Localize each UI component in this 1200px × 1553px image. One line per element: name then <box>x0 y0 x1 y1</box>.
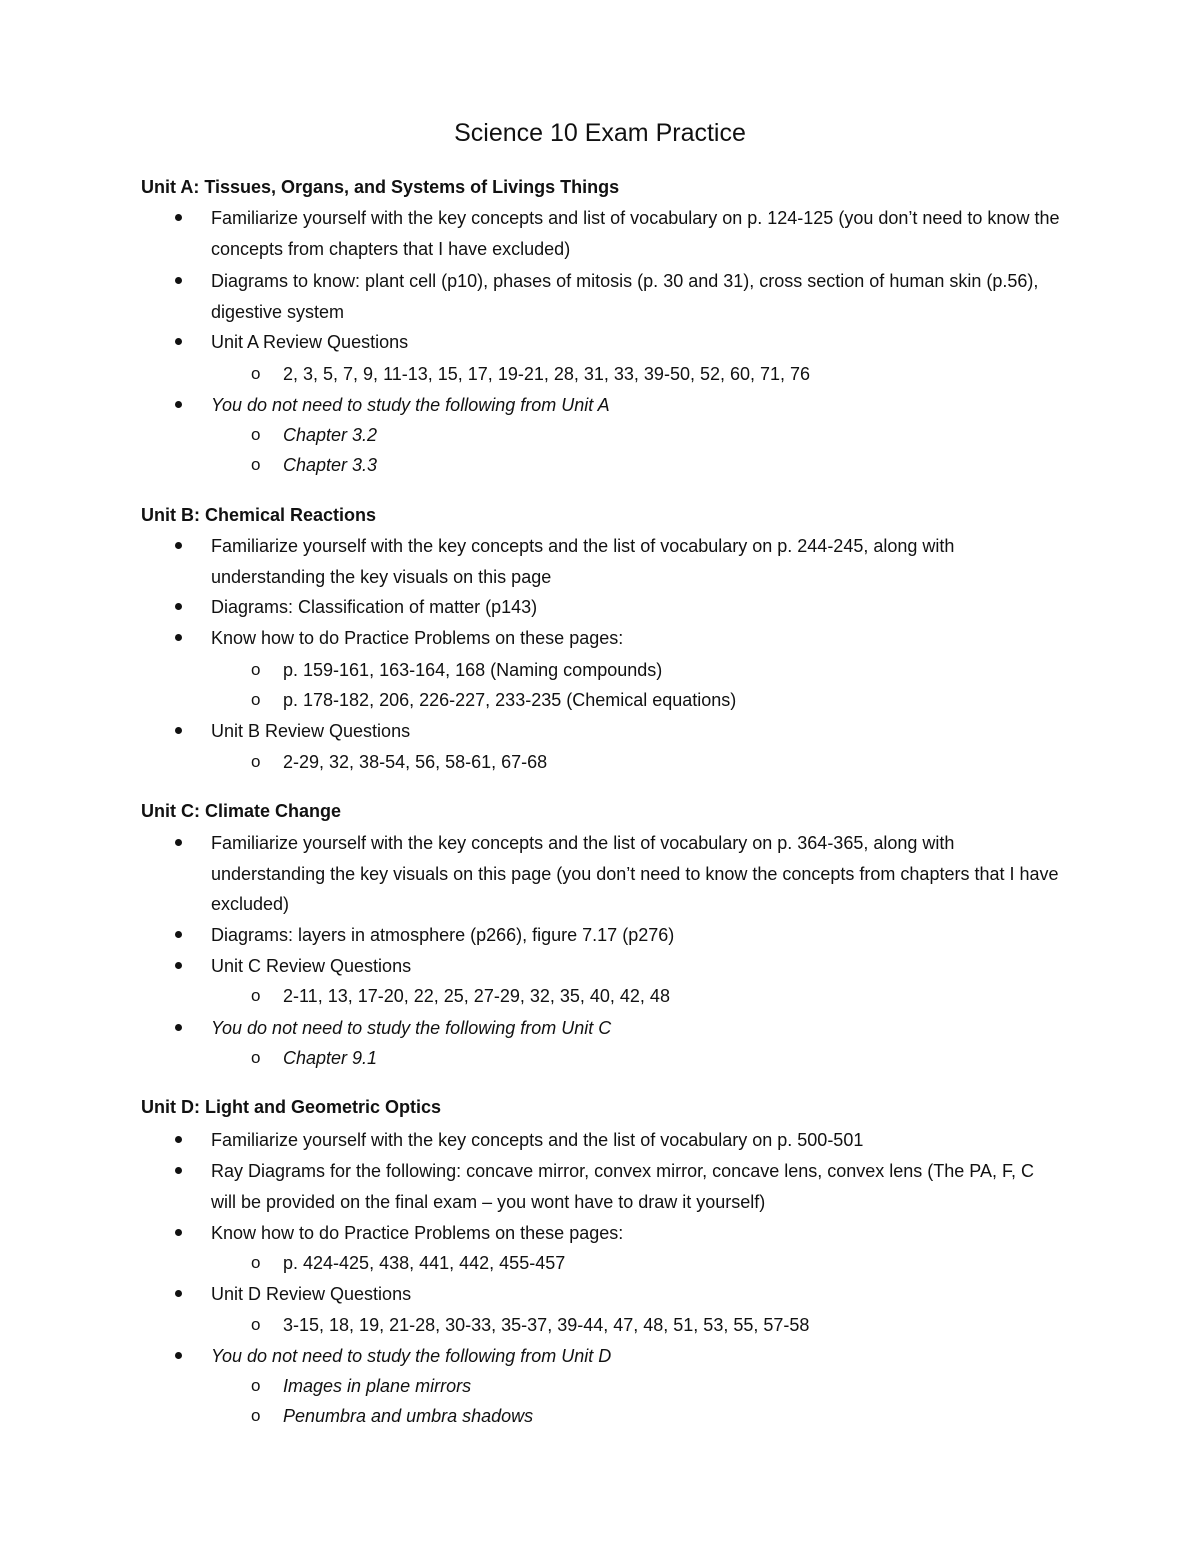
unit-d-bullet-review: Unit D Review Questions <box>211 1284 412 1304</box>
bullet-icon <box>175 277 182 284</box>
bullet-icon <box>175 401 182 408</box>
bullet-icon <box>175 542 182 549</box>
bullet-icon <box>175 1167 182 1174</box>
unit-c-bullet-vocabulary: Familiarize yourself with the key concepts and the list of vocabulary on p. 364-365, along with understanding the key visuals on this page (you don’t need to know the concepts from chapters that I have excluded) <box>211 833 1059 914</box>
bullet-icon <box>175 1352 182 1359</box>
unit-a-bullet-review: Unit A Review Questions <box>211 332 409 352</box>
unit-b-practice-pages: p. 159-161, 163-164, 168 (Naming compounds) <box>283 660 663 680</box>
unit-a-review-questions: 2, 3, 5, 7, 9, 11-13, 15, 17, 19-21, 28, 31, 33, 39-50, 52, 60, 71, 76 <box>283 364 811 384</box>
bullet-icon <box>175 839 182 846</box>
unit-a-heading: Unit A: Tissues, Organs, and Systems of Livings Things <box>141 177 620 197</box>
unit-d-bullet-vocabulary: Familiarize yourself with the key concepts and the list of vocabulary on p. 500-501 <box>211 1130 864 1150</box>
unit-b-practice-pages: p. 178-182, 206, 226-227, 233-235 (Chemical equations) <box>283 690 737 710</box>
sub-bullet-icon: o <box>251 455 261 474</box>
unit-c-review-questions: 2-11, 13, 17-20, 22, 25, 27-29, 32, 35, 40, 42, 48 <box>283 986 670 1006</box>
sub-bullet-icon: o <box>251 1315 261 1334</box>
sub-bullet-icon: o <box>251 660 261 679</box>
bullet-icon <box>175 603 182 610</box>
sub-bullet-icon: o <box>251 1406 261 1425</box>
unit-d-bullet-excluded: You do not need to study the following from Unit D <box>211 1346 612 1366</box>
page-title: Science 10 Exam Practice <box>454 119 746 147</box>
unit-b-heading: Unit B: Chemical Reactions <box>141 505 377 525</box>
bullet-icon <box>175 727 182 734</box>
bullet-icon <box>175 214 182 221</box>
sub-bullet-icon: o <box>251 425 261 444</box>
unit-b-bullet-diagrams: Diagrams: Classification of matter (p143) <box>211 597 538 617</box>
unit-d-bullet-practice: Know how to do Practice Problems on these pages: <box>211 1223 624 1243</box>
unit-b-bullet-vocabulary: Familiarize yourself with the key concepts and the list of vocabulary on p. 244-245, along with understanding the key visuals on this page <box>211 536 955 587</box>
sub-bullet-icon: o <box>251 986 261 1005</box>
sub-bullet-icon: o <box>251 1048 261 1067</box>
sub-bullet-icon: o <box>251 690 261 709</box>
bullet-icon <box>175 1024 182 1031</box>
unit-a-bullet-vocabulary: Familiarize yourself with the key concepts and list of vocabulary on p. 124-125 (you don’t need to know the concepts from chapters that I have excluded) <box>211 208 1060 259</box>
bullet-icon <box>175 962 182 969</box>
sub-bullet-icon: o <box>251 1376 261 1395</box>
sub-bullet-icon: o <box>251 364 261 383</box>
unit-c-bullet-diagrams: Diagrams: layers in atmosphere (p266), figure 7.17 (p276) <box>211 925 675 945</box>
unit-b-bullet-practice: Know how to do Practice Problems on these pages: <box>211 628 624 648</box>
unit-c-bullet-excluded: You do not need to study the following from Unit C <box>211 1018 612 1038</box>
sub-bullet-icon: o <box>251 1253 261 1272</box>
unit-a-bullet-diagrams: Diagrams to know: plant cell (p10), phases of mitosis (p. 30 and 31), cross section of human skin (p.56), digestive system <box>211 271 1039 322</box>
unit-a-bullet-excluded: You do not need to study the following from Unit A <box>211 395 610 415</box>
bullet-icon <box>175 338 182 345</box>
unit-d-bullet-ray-diagrams: Ray Diagrams for the following: concave mirror, convex mirror, concave lens, convex lens (The PA, F, C will be provided on the final exam – you wont have to draw it yourself) <box>211 1161 1034 1212</box>
bullet-icon <box>175 931 182 938</box>
sub-bullet-icon: o <box>251 752 261 771</box>
unit-b-review-questions: 2-29, 32, 38-54, 56, 58-61, 67-68 <box>283 752 548 772</box>
bullet-icon <box>175 1229 182 1236</box>
unit-d-excluded-item: Images in plane mirrors <box>283 1376 472 1396</box>
unit-b-bullet-review: Unit B Review Questions <box>211 721 411 741</box>
bullet-icon <box>175 634 182 641</box>
unit-c-bullet-review: Unit C Review Questions <box>211 956 412 976</box>
unit-a-excluded-item: Chapter 3.2 <box>283 425 378 445</box>
unit-d-review-questions: 3-15, 18, 19, 21-28, 30-33, 35-37, 39-44, 47, 48, 51, 53, 55, 57-58 <box>283 1315 810 1335</box>
bullet-icon <box>175 1290 182 1297</box>
unit-c-heading: Unit C: Climate Change <box>141 801 342 821</box>
unit-d-heading: Unit D: Light and Geometric Optics <box>141 1097 442 1117</box>
unit-c-excluded-item: Chapter 9.1 <box>283 1048 378 1068</box>
unit-d-practice-pages: p. 424-425, 438, 441, 442, 455-457 <box>283 1253 566 1273</box>
unit-a-excluded-item: Chapter 3.3 <box>283 455 378 475</box>
bullet-icon <box>175 1136 182 1143</box>
unit-d-excluded-item: Penumbra and umbra shadows <box>283 1406 534 1426</box>
